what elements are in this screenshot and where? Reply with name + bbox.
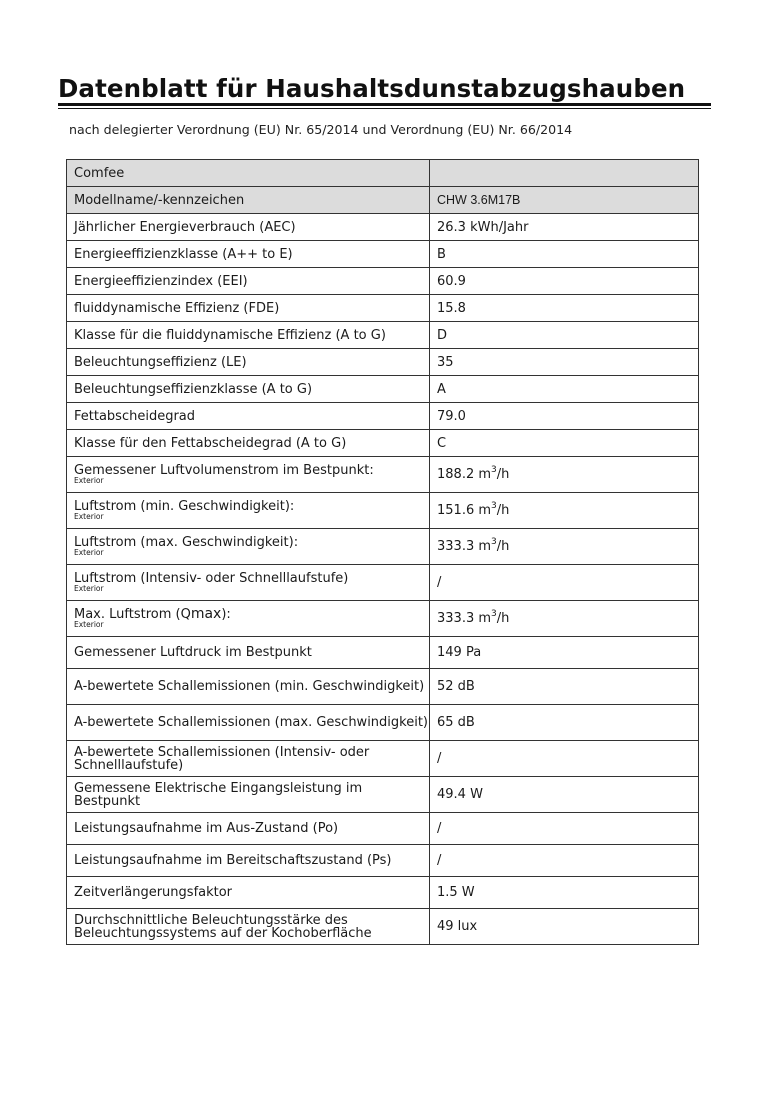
unit-exponent: 3: [491, 536, 497, 547]
row-label: Luftstrom (min. Geschwindigkeit):: [74, 499, 295, 514]
row-value-cell: [430, 529, 699, 565]
row-note: Exterior: [74, 512, 104, 521]
page-title: Datenblatt für Haushaltsdunstabzugshauben: [58, 74, 686, 103]
row-value: A: [430, 376, 699, 403]
row-value-cell: [430, 601, 699, 637]
row-label-cell: [67, 601, 430, 637]
row-label-cell: [67, 529, 430, 565]
row-note: Exterior: [74, 584, 104, 593]
regulation-subtitle: nach delegierter Verordnung (EU) Nr. 65/2014 und Verordnung (EU) Nr. 66/2014: [69, 122, 573, 137]
row-label: Energieeffizienzindex (EEI): [67, 268, 430, 295]
row-label-cell: [67, 565, 430, 601]
table-row: [67, 529, 699, 565]
table-row: [67, 295, 699, 322]
table-row: [67, 430, 699, 457]
row-value: /: [430, 565, 699, 601]
table-row: [67, 637, 699, 669]
unit-exponent: 3: [491, 500, 497, 511]
row-value: 151.6 m: [437, 503, 492, 518]
row-value-cell: [430, 493, 699, 529]
row-label: Gemessener Luftvolumenstrom im Bestpunkt:: [74, 463, 374, 478]
row-value: 333.3 m: [437, 611, 492, 626]
row-label-cell: [67, 493, 430, 529]
row-label: Leistungsaufnahme im Bereitschaftszustand (Ps): [67, 845, 430, 877]
row-value: 1.5 W: [430, 877, 699, 909]
row-value: 49.4 W: [430, 777, 699, 813]
row-label: Jährlicher Energieverbrauch (AEC): [67, 214, 430, 241]
row-label-subscript: max: [190, 606, 222, 622]
title-divider-thin: [58, 108, 711, 109]
row-value: B: [430, 241, 699, 268]
row-value: 15.8: [430, 295, 699, 322]
row-note: Exterior: [74, 548, 104, 557]
table-row: [67, 160, 699, 187]
row-value: 65 dB: [430, 705, 699, 741]
table-row: [67, 403, 699, 430]
row-label: Beleuchtungseffizienz (LE): [67, 349, 430, 376]
row-label: Luftstrom (Intensiv- oder Schnelllaufstufe): [74, 571, 349, 586]
table-row: [67, 376, 699, 403]
row-label: Leistungsaufnahme im Aus-Zustand (Po): [67, 813, 430, 845]
row-label: Energieeffizienzklasse (A++ to E): [67, 241, 430, 268]
row-value: C: [430, 430, 699, 457]
row-label: Modellname/-kennzeichen: [67, 187, 430, 214]
row-label: Zeitverlängerungsfaktor: [67, 877, 430, 909]
row-label: Klasse für den Fettabscheidegrad (A to G): [67, 430, 430, 457]
row-label-suffix: ):: [221, 607, 231, 622]
table-row: [67, 187, 699, 214]
row-label-prefix: Max. Luftstrom (Q: [74, 607, 191, 622]
row-value: /: [430, 741, 699, 777]
row-value: CHW 3.6M17B: [430, 187, 699, 214]
table-row: [67, 565, 699, 601]
row-label: A-bewertete Schallemissionen (max. Geschwindigkeit): [67, 705, 430, 741]
row-value: 52 dB: [430, 669, 699, 705]
table-row: [67, 669, 699, 705]
row-value: D: [430, 322, 699, 349]
row-value: 60.9: [430, 268, 699, 295]
table-row: [67, 493, 699, 529]
brand-value-cell: [430, 160, 699, 187]
row-note: Exterior: [74, 476, 104, 485]
row-label: Beleuchtungseffizienzklasse (A to G): [67, 376, 430, 403]
table-row: [67, 457, 699, 493]
table-row: [67, 268, 699, 295]
row-label: Klasse für die fluiddynamische Effizienz (A to G): [67, 322, 430, 349]
row-label: Gemessene Elektrische Eingangsleistung im Bestpunkt: [67, 777, 430, 813]
row-value: 333.3 m: [437, 539, 492, 554]
table-row: [67, 741, 699, 777]
title-divider: [58, 103, 711, 106]
row-value-cell: [430, 457, 699, 493]
row-value: 35: [430, 349, 699, 376]
row-value: 188.2 m: [437, 467, 492, 482]
table-row: [67, 601, 699, 637]
row-value: 79.0: [430, 403, 699, 430]
row-label: Luftstrom (max. Geschwindigkeit):: [74, 535, 299, 550]
row-label: fluiddynamische Effizienz (FDE): [67, 295, 430, 322]
table-row: [67, 705, 699, 741]
unit-suffix: /h: [496, 503, 510, 518]
row-label: Gemessener Luftdruck im Bestpunkt: [67, 637, 430, 669]
table-row: [67, 909, 699, 945]
table-row: [67, 877, 699, 909]
datasheet-table: [66, 159, 699, 945]
row-value: /: [430, 845, 699, 877]
unit-exponent: 3: [491, 608, 497, 619]
table-row: [67, 241, 699, 268]
row-note: Exterior: [74, 620, 104, 629]
table-row: [67, 322, 699, 349]
brand-cell: Comfee: [67, 160, 430, 187]
row-label: Fettabscheidegrad: [67, 403, 430, 430]
table-row: [67, 214, 699, 241]
row-value: 49 lux: [430, 909, 699, 945]
unit-suffix: /h: [496, 467, 510, 482]
row-value: 26.3 kWh/Jahr: [430, 214, 699, 241]
table-row: [67, 845, 699, 877]
row-label: Durchschnittliche Beleuchtungsstärke des Beleuchtungssystems auf der Kochoberfläche: [67, 909, 430, 945]
row-value: 149 Pa: [430, 637, 699, 669]
table-row: [67, 349, 699, 376]
row-value: /: [430, 813, 699, 845]
unit-exponent: 3: [491, 464, 497, 475]
unit-suffix: /h: [496, 539, 510, 554]
table-row: [67, 813, 699, 845]
row-label-cell: [67, 457, 430, 493]
row-label: A-bewertete Schallemissionen (Intensiv- oder Schnelllaufstufe): [67, 741, 430, 777]
unit-suffix: /h: [496, 611, 510, 626]
row-label: A-bewertete Schallemissionen (min. Geschwindigkeit): [67, 669, 430, 705]
table-row: [67, 777, 699, 813]
